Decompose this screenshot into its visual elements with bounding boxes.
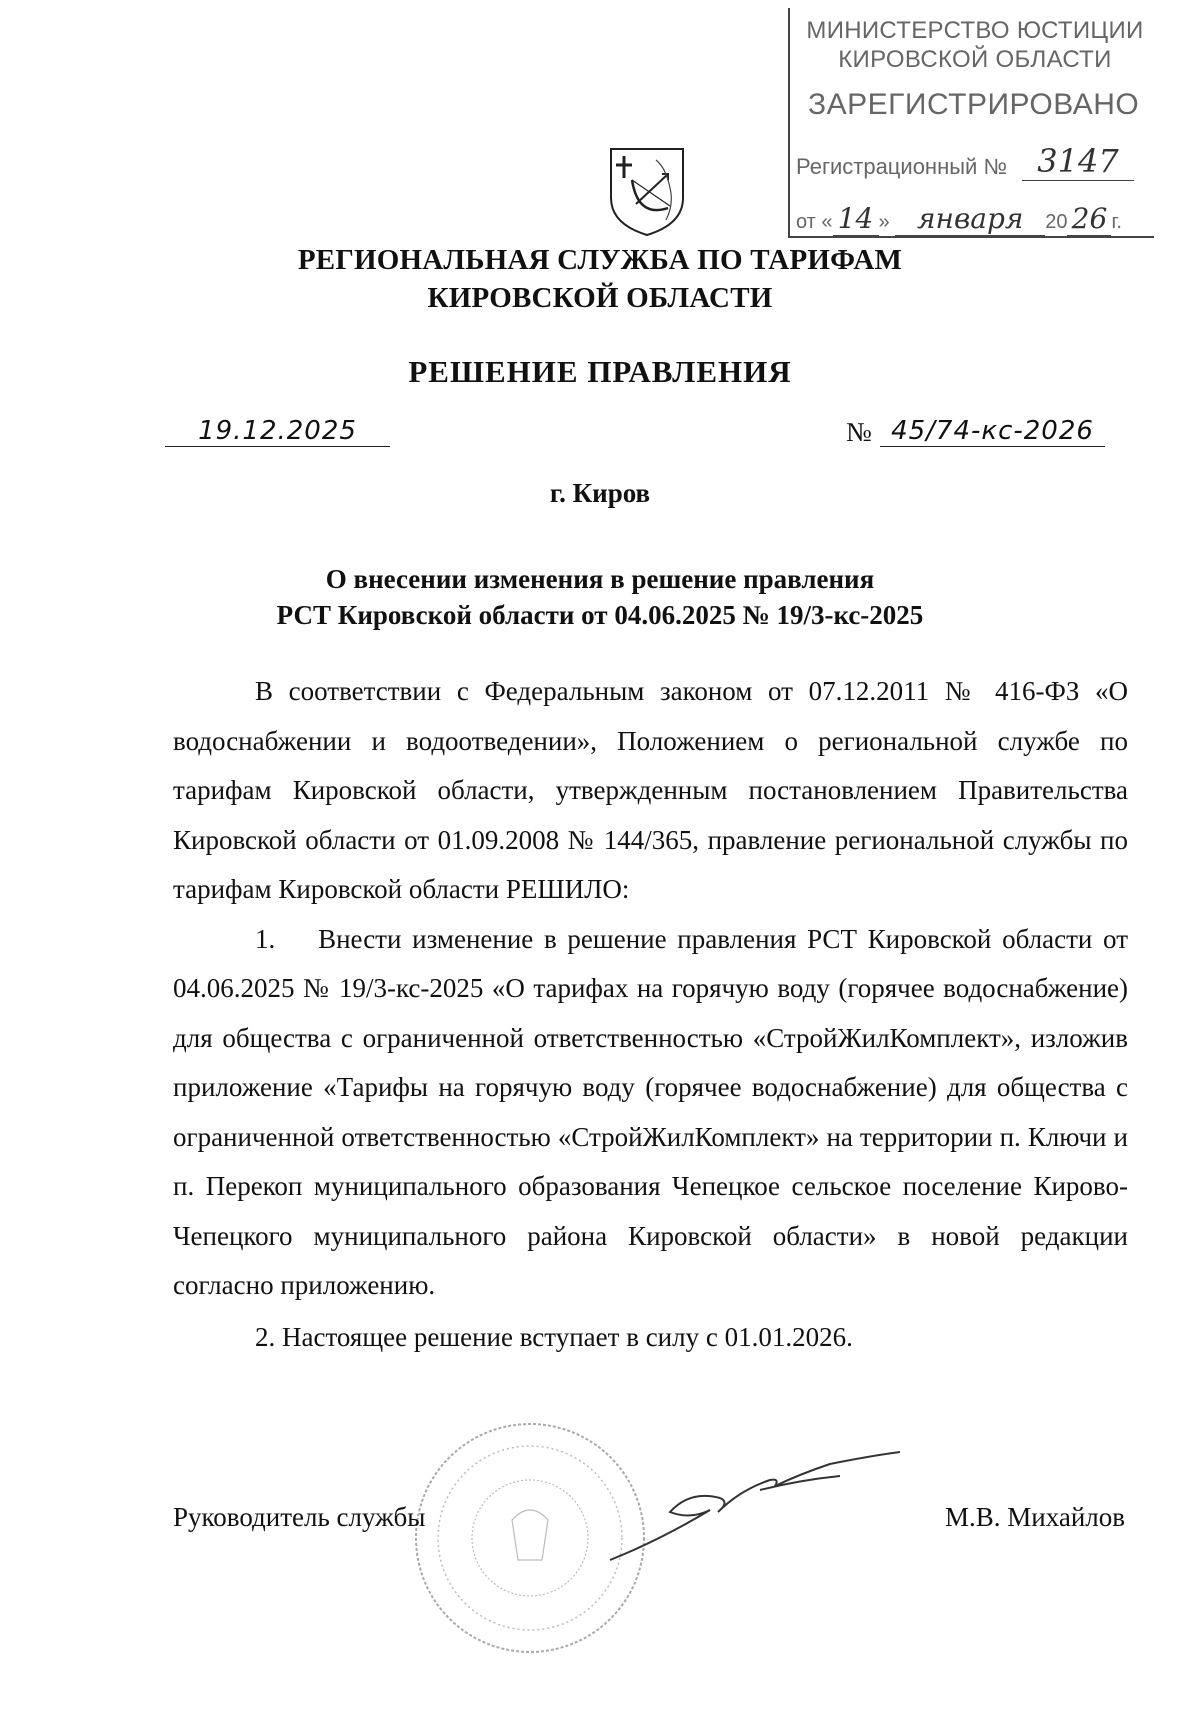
stamp-year-prefix: 20 [1045,211,1068,233]
signer-position: Руководитель службы [173,1502,426,1532]
stamp-ministry-line2: КИРОВСКОЙ ОБЛАСТИ [838,46,1112,73]
registration-stamp [788,8,1154,238]
stamp-registered: ЗАРЕГИСТРИРОВАНО [808,88,1140,121]
title-line2: РСТ Кировской области от 04.06.2025 № 19/3-кс-2025 [276,600,924,630]
document-body [173,667,1128,1362]
kirov-coat-of-arms-icon [608,146,686,238]
item-1: 1. Внести изменение в решение правления РСТ Кировской области от 04.06.2025 № 19/3-кс-2025 «О тарифах на горячую воду (горячее водоснабжение) для общества с ограниченной ответственностью «СтройЖилКомплект», изложив приложение «Тарифы на горячую воду (горячее водоснабжение) для общества с ограниченной ответственностью «СтройЖилКомплект» на территории п. Ключи и п. Перекоп муниципального образования Чепецкое сельское поселение Кирово-Чепецкого муниципального района Кировской области» в новой редакции согласно приложению. [173,923,1128,1300]
city: г. Киров [549,478,651,508]
stamp-month: января [895,202,1045,236]
stamp-reg-no-value: 3147 [1022,142,1134,181]
document-number: 45/74-кс-2026 [880,416,1105,447]
number-label: № [846,417,872,447]
stamp-date-row [796,202,1122,236]
document-date: 19.12.2025 [165,416,390,447]
signer-name: М.В. Михайлов [945,1502,1126,1532]
org-name-line2: КИРОВСКОЙ ОБЛАСТИ [427,282,773,314]
stamp-year-suffix: 26 [1067,202,1111,236]
stamp-day: 14 [833,202,879,236]
document-type: РЕШЕНИЕ ПРАВЛЕНИЯ [408,354,792,389]
preamble: В соответствии с Федеральным законом от 07.12.2011 № 416-ФЗ «О водоснабжении и водоотведении», Положением о региональной службе по тарифам Кировской области, утвержденным постановлением Правительства Кировской области от 01.09.2008 № 144/365, правление региональной службы по тарифам Кировской области РЕШИЛО: [173,676,1128,904]
stamp-ministry-line1: МИНИСТЕРСТВО ЮСТИЦИИ [806,17,1144,44]
org-name-line1: РЕГИОНАЛЬНАЯ СЛУЖБА ПО ТАРИФАМ [297,244,903,276]
stamp-date-prefix: от « [796,211,833,233]
title-line1: О внесении изменения в решение правления [325,564,875,594]
stamp-reg-no-label: Регистрационный № [796,154,1008,179]
stamp-year-end: г. [1111,211,1122,233]
stamp-day-close: » [878,211,890,233]
document-title [0,561,1200,633]
stamp-ministry [800,16,1150,74]
handwritten-signature-icon [600,1450,920,1570]
item-2: 2. Настоящее решение вступает в силу с 01.01.2026. [255,1321,853,1352]
